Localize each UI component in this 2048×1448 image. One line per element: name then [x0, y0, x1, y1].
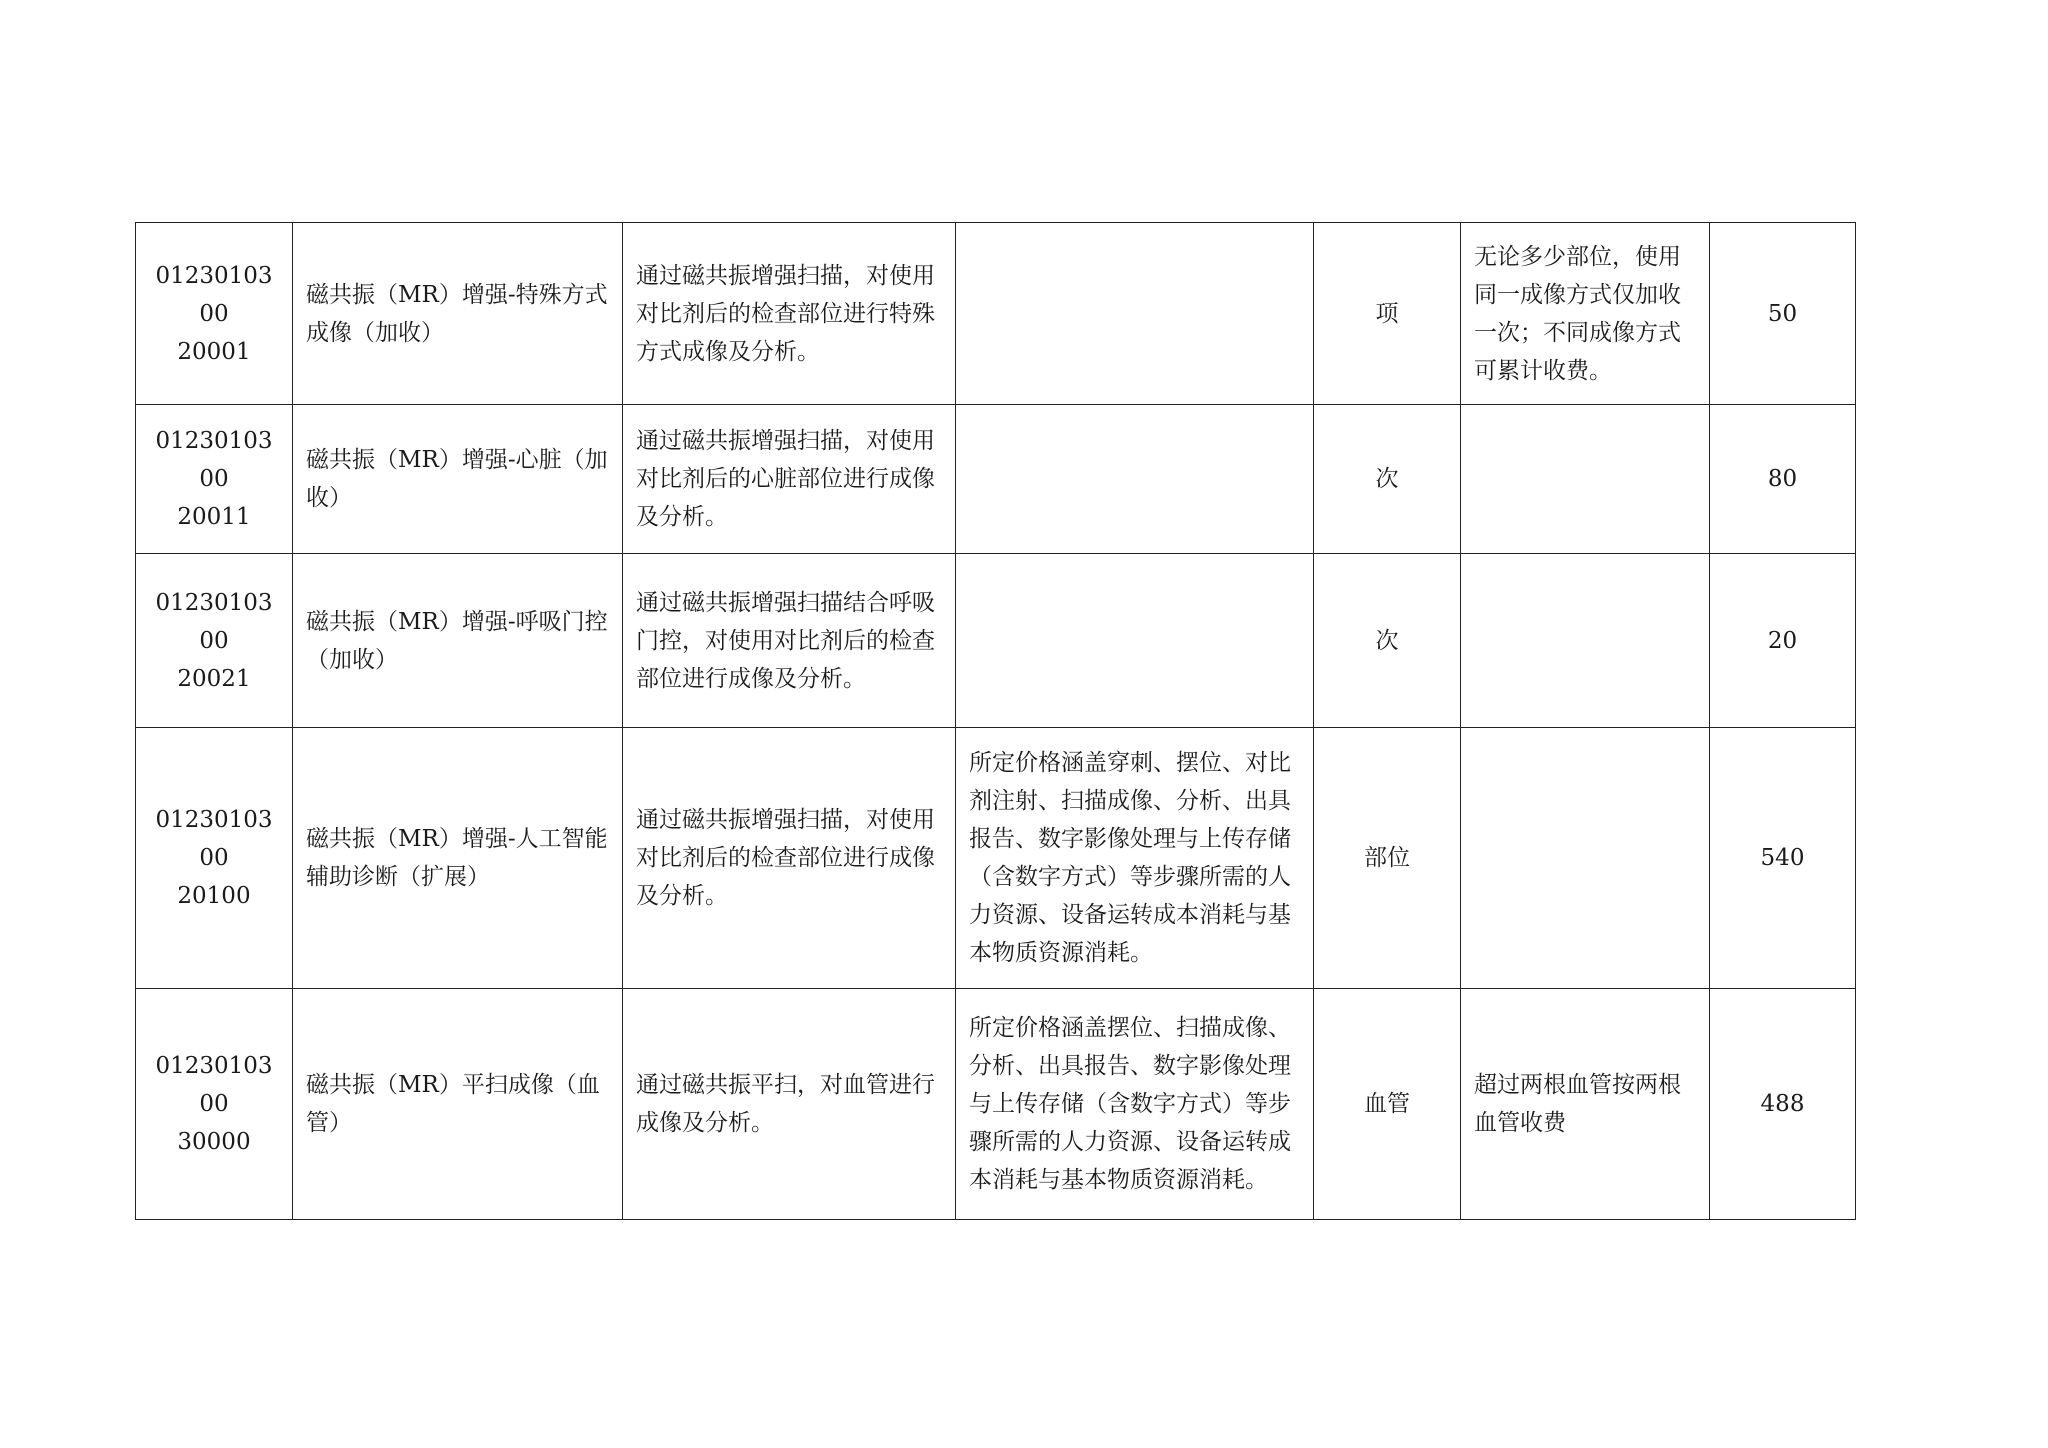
item-price-cell: 50 — [1710, 223, 1856, 405]
item-unit-cell: 次 — [1314, 554, 1461, 728]
item-content-cell: 通过磁共振平扫，对血管进行成像及分析。 — [623, 989, 956, 1220]
item-unit-cell: 血管 — [1314, 989, 1461, 1220]
pricing-table — [135, 222, 1856, 1220]
table-row — [136, 728, 1856, 989]
item-name-cell: 磁共振（MR）平扫成像（血管） — [293, 989, 623, 1220]
table-row — [136, 554, 1856, 728]
item-code-part2: 20100 — [177, 883, 251, 909]
item-code-part1: 0123010300 — [155, 1053, 273, 1117]
item-code-cell — [136, 728, 293, 989]
item-price-cell: 80 — [1710, 405, 1856, 554]
item-code-cell — [136, 223, 293, 405]
item-note-cell — [1461, 728, 1710, 989]
item-content-cell: 通过磁共振增强扫描，对使用对比剂后的检查部位进行成像及分析。 — [623, 728, 956, 989]
item-code-cell — [136, 989, 293, 1220]
item-description-cell — [956, 554, 1314, 728]
item-unit-cell: 部位 — [1314, 728, 1461, 989]
table-row — [136, 405, 1856, 554]
item-price-cell: 488 — [1710, 989, 1856, 1220]
item-unit-cell: 次 — [1314, 405, 1461, 554]
item-content-cell: 通过磁共振增强扫描，对使用对比剂后的心脏部位进行成像及分析。 — [623, 405, 956, 554]
item-name-cell: 磁共振（MR）增强-呼吸门控（加收） — [293, 554, 623, 728]
item-note-cell — [1461, 405, 1710, 554]
item-code-part2: 20001 — [177, 338, 251, 365]
item-content-cell: 通过磁共振增强扫描，对使用对比剂后的检查部位进行特殊方式成像及分析。 — [623, 223, 956, 405]
item-unit-cell: 项 — [1314, 223, 1461, 405]
item-description-cell — [956, 405, 1314, 554]
item-code-part1: 0123010300 — [155, 428, 273, 492]
item-code-part2: 20011 — [177, 504, 251, 530]
item-description-cell: 所定价格涵盖穿刺、摆位、对比剂注射、扫描成像、分析、出具报告、数字影像处理与上传存储（含数字方式）等步骤所需的人力资源、设备运转成本消耗与基本物质资源消耗。 — [956, 728, 1314, 989]
item-description-cell — [956, 223, 1314, 405]
item-code-cell — [136, 554, 293, 728]
item-code-part1: 0123010300 — [155, 807, 273, 871]
table-row — [136, 989, 1856, 1220]
item-code-part1: 0123010300 — [155, 262, 273, 327]
item-note-cell — [1461, 554, 1710, 728]
item-price-cell: 540 — [1710, 728, 1856, 989]
item-name-cell: 磁共振（MR）增强-心脏（加收） — [293, 405, 623, 554]
item-code-part1: 0123010300 — [155, 589, 273, 654]
item-content-cell: 通过磁共振增强扫描结合呼吸门控，对使用对比剂后的检查部位进行成像及分析。 — [623, 554, 956, 728]
item-name-cell: 磁共振（MR）增强-人工智能辅助诊断（扩展） — [293, 728, 623, 989]
item-price-cell: 20 — [1710, 554, 1856, 728]
item-code-part2: 30000 — [177, 1129, 251, 1155]
item-name-cell: 磁共振（MR）增强-特殊方式成像（加收） — [293, 223, 623, 405]
item-description-cell: 所定价格涵盖摆位、扫描成像、分析、出具报告、数字影像处理与上传存储（含数字方式）等步骤所需的人力资源、设备运转成本消耗与基本物质资源消耗。 — [956, 989, 1314, 1220]
item-note-cell: 超过两根血管按两根血管收费 — [1461, 989, 1710, 1220]
item-note-cell: 无论多少部位，使用同一成像方式仅加收一次；不同成像方式可累计收费。 — [1461, 223, 1710, 405]
table-row — [136, 223, 1856, 405]
item-code-cell — [136, 405, 293, 554]
item-code-part2: 20021 — [177, 665, 251, 692]
